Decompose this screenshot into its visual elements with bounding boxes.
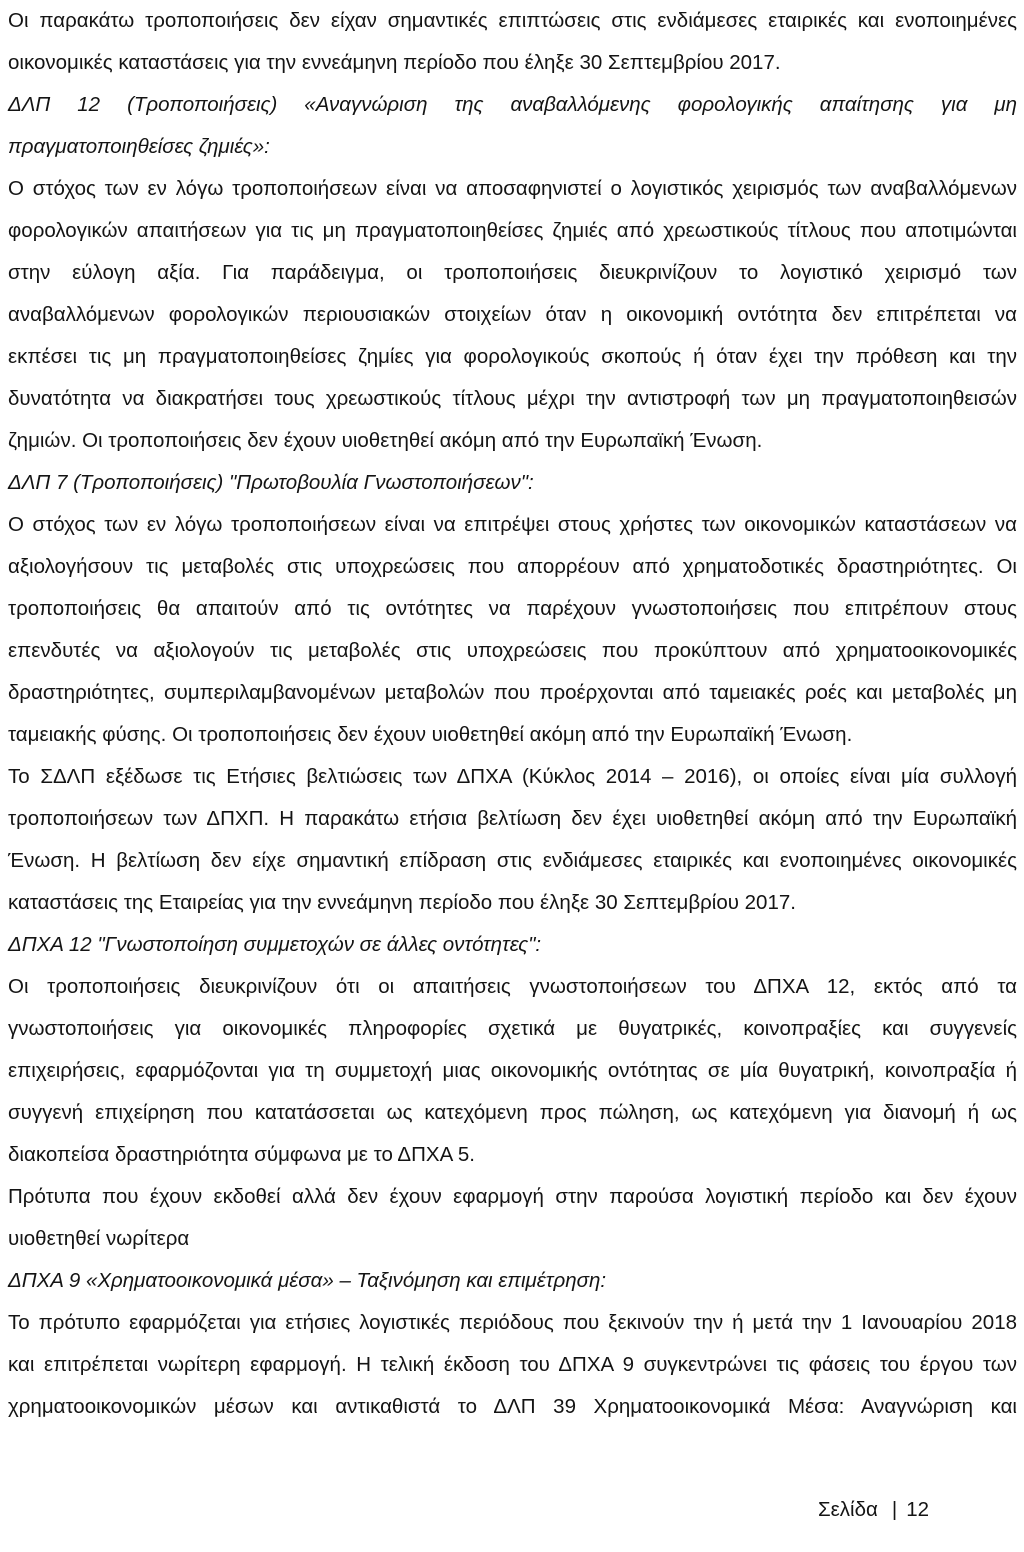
section-heading-ias12 (8, 84, 1017, 168)
paragraph-ias7 (8, 504, 1017, 756)
paragraph-intro (8, 0, 1017, 84)
text-line: δυνατότητα να διακρατήσει τους χρεωστικούς τίτλους μέχρι την αντιστροφή των μη πραγματοποιηθεισών (8, 387, 1017, 410)
text-line: χρηματοοικονομικών μέσων και αντικαθιστά το ΔΛΠ 39 Χρηματοοικονομικά Μέσα: Αναγνώριση και (8, 1395, 1017, 1418)
text-line: αναβαλλόμενων φορολογικών περιουσιακών στοιχείων όταν η οικονομική οντότητα δεν επιτρέπεται να (8, 303, 1017, 326)
text-line: ταμειακής φύσης. Οι τροποποιήσεις δεν έχουν υιοθετηθεί ακόμη από την Ευρωπαϊκή Ένωση. (8, 723, 853, 746)
text-line: επιχειρήσεις, εφαρμόζονται για τη συμμετοχή μιας οικονομικής οντότητας σε μία θυγατρική, κοινοπραξία ή (8, 1059, 1017, 1082)
heading-line: πραγματοποιηθείσες ζημιές»: (8, 135, 270, 158)
paragraph-ias12 (8, 168, 1017, 462)
text-line: ζημιών. Οι τροποποιήσεις δεν έχουν υιοθετηθεί ακόμη από την Ευρωπαϊκή Ένωση. (8, 429, 763, 452)
text-line: και επιτρέπεται νωρίτερη εφαρμογή. Η τελική έκδοση του ΔΠΧΑ 9 συγκεντρώνει τις φάσεις του έργου των (8, 1353, 1017, 1376)
text-line: διακοπείσα δραστηριότητα σύμφωνα με το ΔΠΧΑ 5. (8, 1143, 475, 1166)
heading-line: ΔΛΠ 12 (Τροποποιήσεις) «Αναγνώριση της αναβαλλόμενης φορολογικής απαίτησης για μη (8, 93, 1017, 116)
text-line: Οι τροποποιήσεις διευκρινίζουν ότι οι απαιτήσεις γνωστοποιήσεων του ΔΠΧΑ 12, εκτός από τα (8, 975, 1017, 998)
text-line: Πρότυπα που έχουν εκδοθεί αλλά δεν έχουν εφαρμογή στην παρούσα λογιστική περίοδο και δεν έχουν (8, 1185, 1017, 1208)
text-line: Οι παρακάτω τροποποιήσεις δεν είχαν σημαντικές επιπτώσεις στις ενδιάμεσες εταιρικές και ενοποιημένες (8, 9, 1017, 32)
text-line: εκπέσει τις μη πραγματοποιηθείσες ζημίες για φορολογικούς σκοπούς ή όταν έχει την πρόθεση και την (8, 345, 1017, 368)
text-line: φορολογικών απαιτήσεων για τις μη πραγματοποιηθείσες ζημιές από χρεωστικούς τίτλους που αποτιμώνται (8, 219, 1017, 242)
section-title-new-standards (8, 1176, 1017, 1260)
heading-line: ΔΠΧΑ 12 "Γνωστοποίηση συμμετοχών σε άλλες οντότητες": (8, 933, 542, 956)
text-line: Το ΣΔΛΠ εξέδωσε τις Ετήσιες βελτιώσεις των ΔΠΧΑ (Κύκλος 2014 – 2016), οι οποίες είναι μία συλλογή (8, 765, 1017, 788)
footer-separator: | (891, 1498, 898, 1521)
page-label: Σελίδα (818, 1498, 878, 1521)
text-line: τροποποιήσεων των ΔΠΧΠ. Η παρακάτω ετήσια βελτίωση δεν έχει υιοθετηθεί ακόμη από την Ευρωπαϊκή (8, 807, 1017, 830)
text-line: Ένωση. Η βελτίωση δεν είχε σημαντική επίδραση στις ενδιάμεσες εταιρικές και ενοποιημένες οικονομικές (8, 849, 1017, 872)
text-line: επενδυτές να αξιολογούν τις μεταβολές στις υποχρεώσεις που προκύπτουν από χρηματοοικονομικές (8, 639, 1017, 662)
text-line: υιοθετηθεί νωρίτερα (8, 1227, 190, 1250)
page-footer (818, 1489, 929, 1531)
heading-line: ΔΠΧΑ 9 «Χρηματοοικονομικά μέσα» – Ταξινόμηση και επιμέτρηση: (8, 1269, 607, 1292)
paragraph-ifrs12 (8, 966, 1017, 1176)
document-body (8, 0, 1017, 1428)
text-line: αξιολογήσουν τις μεταβολές στις υποχρεώσεις που απορρέουν από χρηματοδοτικές δραστηριότητες. Οι (8, 555, 1017, 578)
text-line: καταστάσεις της Εταιρείας για την εννεάμηνη περίοδο που έληξε 30 Σεπτεμβρίου 2017. (8, 891, 796, 914)
heading-line: ΔΛΠ 7 (Τροποποιήσεις) "Πρωτοβουλία Γνωστοποιήσεων": (8, 471, 534, 494)
text-line: Ο στόχος των εν λόγω τροποποιήσεων είναι να αποσαφηνιστεί ο λογιστικός χειρισμός των αναβαλλόμενων (8, 177, 1017, 200)
text-line: δραστηριότητες, συμπεριλαμβανομένων μεταβολών που προέρχονται από ταμειακές ροές και μεταβολές μη (8, 681, 1017, 704)
text-line: συγγενή επιχείρηση που κατατάσσεται ως κατεχόμενη προς πώληση, ως κατεχόμενη για διανομή ή ως (8, 1101, 1017, 1124)
section-heading-ifrs9 (8, 1260, 1017, 1302)
section-heading-ias7 (8, 462, 1017, 504)
text-line: Ο στόχος των εν λόγω τροποποιήσεων είναι να επιτρέψει στους χρήστες των οικονομικών καταστάσεων να (8, 513, 1017, 536)
section-heading-ifrs12 (8, 924, 1017, 966)
text-line: γνωστοποιήσεις για οικονομικές πληροφορίες σχετικά με θυγατρικές, κοινοπραξίες και συγγενείς (8, 1017, 1017, 1040)
text-line: οικονομικές καταστάσεις για την εννεάμηνη περίοδο που έληξε 30 Σεπτεμβρίου 2017. (8, 51, 781, 74)
text-line: τροποποιήσεις θα απαιτούν από τις οντότητες να παρέχουν γνωστοποιήσεις που επιτρέπουν στους (8, 597, 1017, 620)
text-line: στην εύλογη αξία. Για παράδειγμα, οι τροποποιήσεις διευκρινίζουν το λογιστικό χειρισμό των (8, 261, 1017, 284)
paragraph-ifrs9 (8, 1302, 1017, 1428)
text-line: Το πρότυπο εφαρμόζεται για ετήσιες λογιστικές περιόδους που ξεκινούν την ή μετά την 1 Ιανουαρίου 2018 (8, 1311, 1017, 1334)
page-number: 12 (906, 1498, 930, 1521)
paragraph-annual-improvements (8, 756, 1017, 924)
